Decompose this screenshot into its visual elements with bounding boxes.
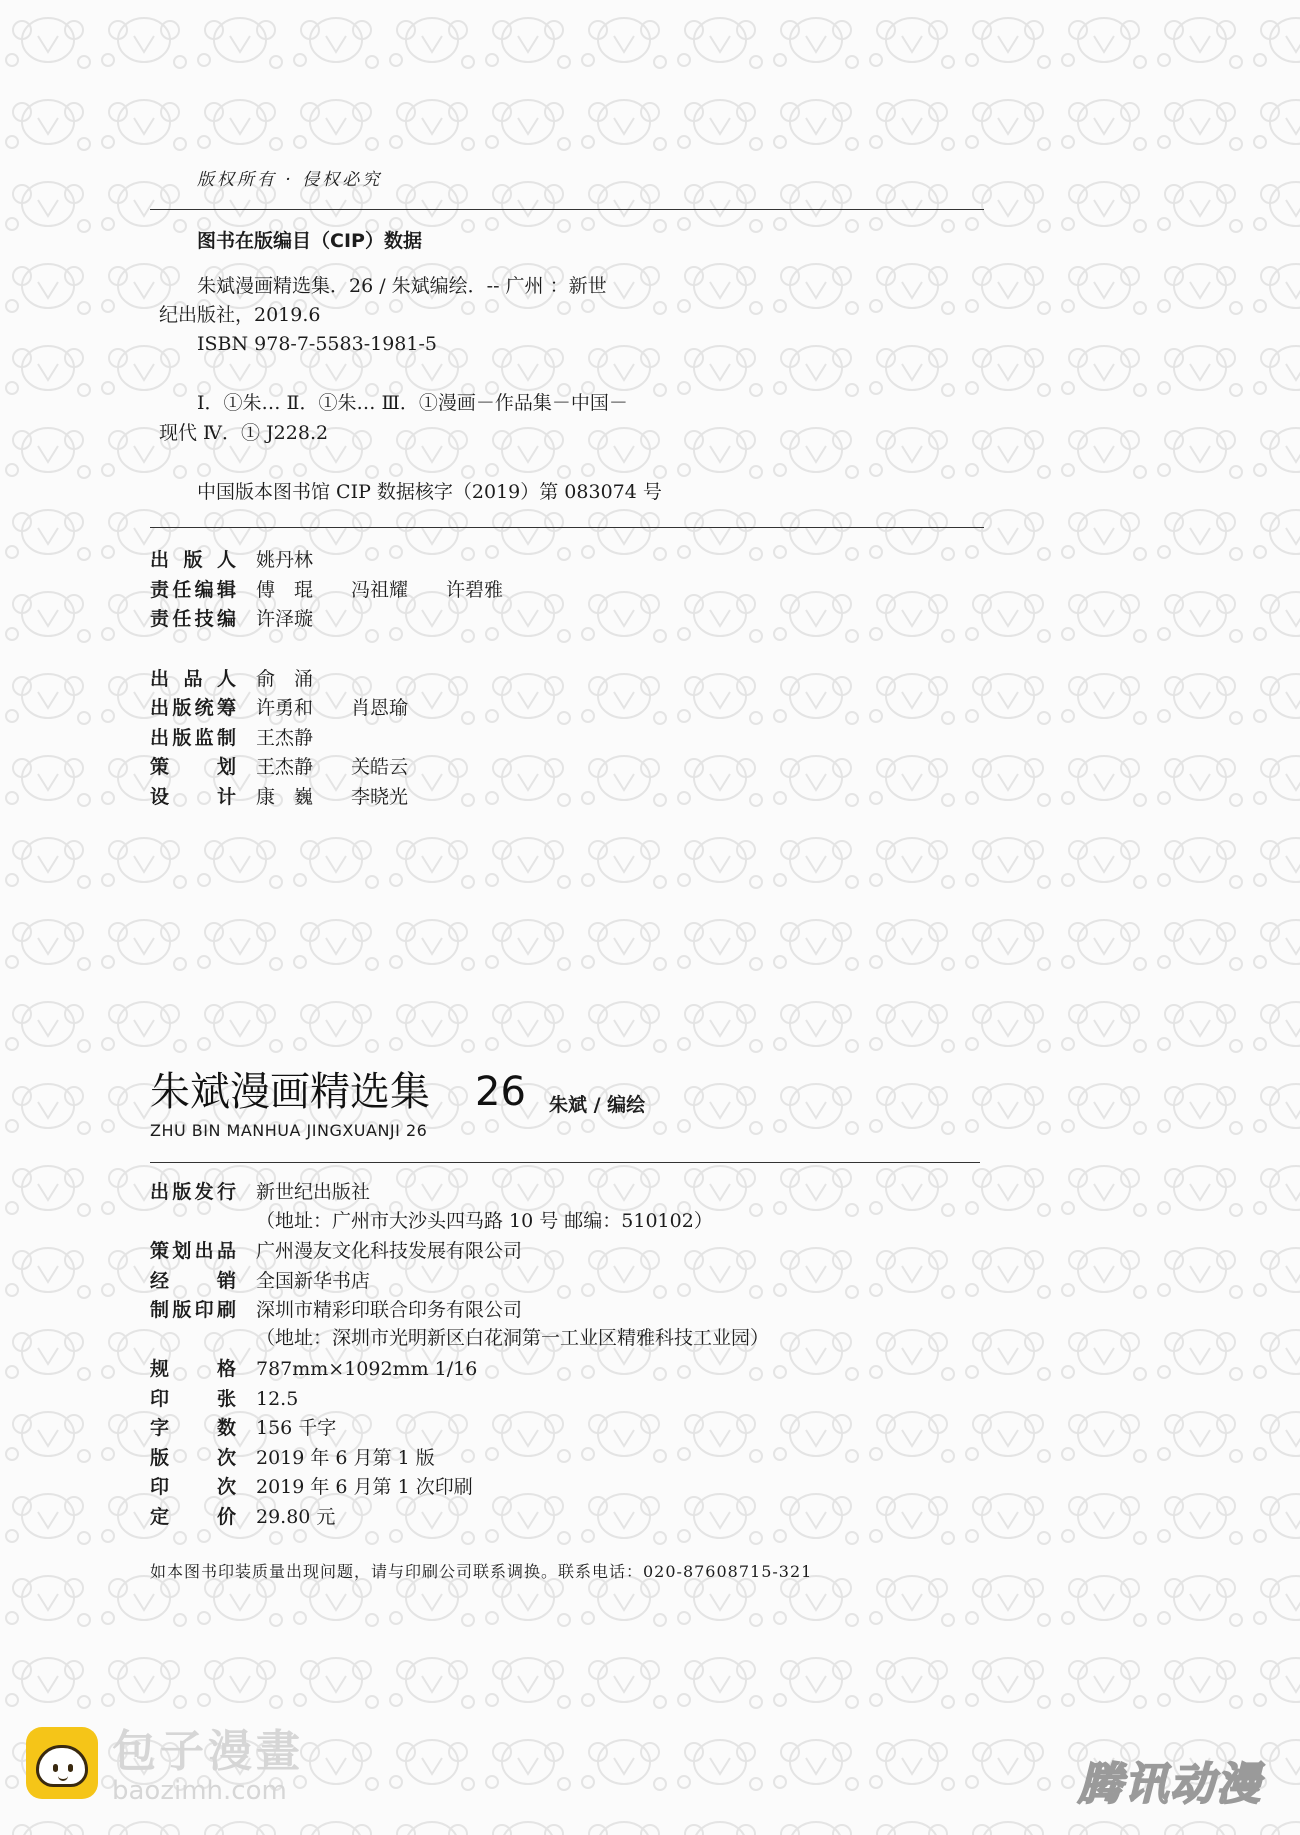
credit-value: 许泽璇 <box>256 608 314 630</box>
publish-value: 29.80 元 <box>256 1506 336 1528</box>
credit-label: 设 计 <box>150 786 236 808</box>
divider <box>150 209 984 210</box>
quality-notice: 如本图书印装质量出现问题，请与印刷公司联系调换。联系电话：020-87608715-321 <box>150 1562 813 1581</box>
credit-value: 王杰静 <box>256 727 314 749</box>
publish-value: 12.5 <box>256 1388 299 1410</box>
publish-value: （地址：广州市大沙头四马路 10 号 邮编：510102） <box>256 1210 713 1232</box>
credit-label: 策 划 <box>150 756 236 778</box>
tencent-comic-watermark: 腾讯动漫 <box>1078 1759 1262 1810</box>
cip-isbn: ISBN 978-7-5583-1981-5 <box>197 333 437 355</box>
book-title-pinyin: ZHU BIN MANHUA JINGXUANJI 26 <box>150 1121 428 1140</box>
book-volume-number: 26 <box>475 1069 526 1115</box>
watermark-url: baozimh.com <box>112 1776 287 1806</box>
publish-label: 版 次 <box>150 1447 236 1469</box>
cip-number: 中国版本图书馆 CIP 数据核字（2019）第 083074 号 <box>197 481 662 503</box>
publish-label: 定 价 <box>150 1506 236 1528</box>
credit-value: 康 巍 李晓光 <box>256 786 409 808</box>
credit-value: 姚丹林 <box>256 549 314 571</box>
cip-line: Ⅰ．①朱… Ⅱ．①朱… Ⅲ．①漫画－作品集－中国－ <box>197 392 628 414</box>
cip-heading: 图书在版编目（CIP）数据 <box>197 230 422 252</box>
publish-label: 印 次 <box>150 1476 236 1498</box>
baozimh-watermark <box>26 1727 316 1807</box>
publish-label: 出 版 发 行 <box>150 1181 236 1203</box>
copyright-notice: 版权所有 · 侵权必究 <box>197 170 383 190</box>
publish-value: 156 千字 <box>256 1417 337 1439</box>
publish-value: （地址：深圳市光明新区白花洞第一工业区精雅科技工业园） <box>256 1327 770 1349</box>
credit-value: 傅 琨 冯祖耀 许碧雅 <box>256 579 504 601</box>
divider <box>150 527 984 528</box>
publish-value: 2019 年 6 月第 1 次印刷 <box>256 1476 473 1498</box>
publish-label: 字 数 <box>150 1417 236 1439</box>
watermark-name: 包子漫畫 <box>112 1726 304 1777</box>
book-author: 朱斌 / 编绘 <box>549 1094 646 1116</box>
publish-value: 2019 年 6 月第 1 版 <box>256 1447 435 1469</box>
credit-value: 王杰静 关皓云 <box>256 756 409 778</box>
publish-label: 经 销 <box>150 1270 236 1292</box>
publish-label: 制 版 印 刷 <box>150 1299 236 1321</box>
publish-value: 787mm×1092mm 1/16 <box>256 1358 478 1380</box>
divider <box>150 1162 980 1163</box>
credit-label: 出 品 人 <box>150 668 236 690</box>
publish-value: 深圳市精彩印联合印务有限公司 <box>256 1299 523 1321</box>
credit-label: 责 任 编 辑 <box>150 579 236 601</box>
publish-value: 新世纪出版社 <box>256 1181 371 1203</box>
publish-label: 规 格 <box>150 1358 236 1380</box>
credit-label: 出 版 监 制 <box>150 727 236 749</box>
book-title: 朱斌漫画精选集 <box>150 1069 430 1115</box>
credit-value: 俞 涌 <box>256 668 314 690</box>
credit-label: 责 任 技 编 <box>150 608 236 630</box>
publish-label: 印 张 <box>150 1388 236 1410</box>
credit-label: 出 版 统 筹 <box>150 697 236 719</box>
credit-value: 许勇和 肖恩瑜 <box>256 697 409 719</box>
credit-label: 出 版 人 <box>150 549 236 571</box>
publish-value: 全国新华书店 <box>256 1270 371 1292</box>
publish-value: 广州漫友文化科技发展有限公司 <box>256 1240 523 1262</box>
bun-logo-icon <box>26 1727 98 1799</box>
cip-line: 纪出版社，2019.6 <box>159 304 321 326</box>
cip-line: 现代 Ⅳ．① J228.2 <box>159 422 329 444</box>
cip-line: 朱斌漫画精选集．26 / 朱斌编绘．-- 广州 ：新世 <box>197 275 607 297</box>
publish-label: 策 划 出 品 <box>150 1240 236 1262</box>
